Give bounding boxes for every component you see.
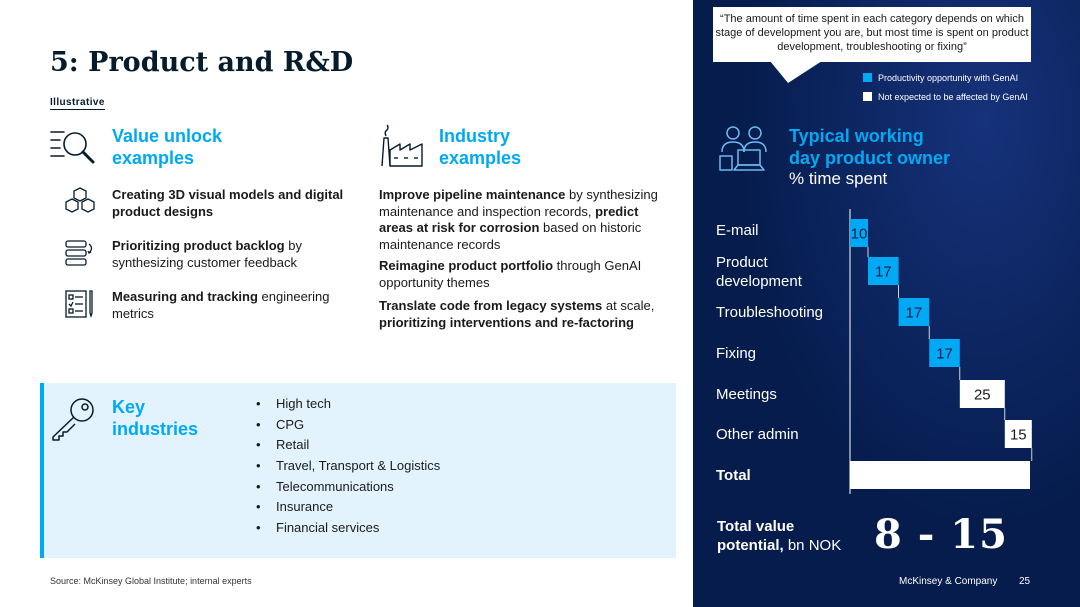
category-label: Troubleshooting — [716, 304, 824, 321]
value-unlock-item: Prioritizing product backlog by synthesizing customer feedback — [112, 238, 302, 270]
industry-example-item: Translate code from legacy systems at scale, prioritizing interventions and re-factoring — [379, 298, 655, 330]
list-item: • Telecommunications — [256, 478, 440, 499]
key-industries-heading-line2: industries — [112, 419, 199, 439]
data-label: 15 — [1009, 426, 1027, 444]
total-label: Total — [716, 467, 751, 484]
list-item: • CPG — [256, 416, 440, 437]
list-item: • Travel, Transport & Logistics — [256, 457, 440, 478]
value-unlock-heading-line1: Value unlock — [112, 126, 223, 146]
total-value-label: Total value potential, bn NOK — [717, 518, 842, 554]
data-label: 17 — [936, 345, 953, 363]
legend-genai: Productivity opportunity with GenAI — [863, 73, 1018, 83]
list-item: • Insurance — [256, 498, 440, 519]
data-label: 17 — [905, 304, 923, 322]
value-unlock-item: Measuring and tracking engineering metrics — [112, 289, 330, 321]
category-label: Product development — [716, 254, 802, 290]
list-item: • Financial services — [256, 519, 440, 540]
category-label: Meetings — [716, 386, 777, 403]
value-unlock-item: Creating 3D visual models and digital product designs — [112, 187, 344, 219]
total-bar — [850, 461, 1030, 489]
chart-title-line2: day product owner — [789, 148, 951, 168]
chart-title-line1: Typical working — [789, 126, 924, 146]
industry-example-item: Reimagine product portfolio through GenAI opportunity themes — [379, 258, 642, 290]
source-note: Source: McKinsey Global Institute; internal experts — [50, 576, 252, 586]
footer-company: McKinsey & Company — [899, 576, 998, 587]
page-title: 5: Product and R&D — [50, 47, 354, 78]
total-value: 8 - 15 — [874, 511, 1008, 558]
category-label: E-mail — [716, 222, 759, 239]
chart-subtitle: % time spent — [789, 169, 888, 188]
industry-examples-heading-line2: examples — [439, 148, 522, 168]
illustrative-tag: Illustrative — [50, 97, 105, 108]
legend-not-affected: Not expected to be affected by GenAI — [863, 92, 1028, 102]
list-item: • Retail — [256, 436, 440, 457]
data-label: 17 — [874, 263, 892, 281]
category-label: Other admin — [716, 426, 799, 443]
industry-examples-heading-line1: Industry — [439, 126, 511, 146]
list-item: • High tech — [256, 395, 440, 416]
value-unlock-heading-line2: examples — [112, 148, 195, 168]
data-label: 10 — [850, 225, 868, 243]
industry-example-item: Improve pipeline maintenance by synthesizing maintenance and inspection records, predict areas at risk for corrosion based on historic maintenance records — [379, 187, 658, 252]
quote-box: “The amount of time spent in each category depends on which stage of development you are, but most time is spent on product development, troubleshooting or fixing” — [713, 7, 1031, 62]
data-label: 25 — [973, 386, 991, 404]
page-number: 25 — [1019, 576, 1031, 587]
key-industries-heading-line1: Key — [112, 397, 146, 417]
category-label: Fixing — [716, 345, 757, 362]
